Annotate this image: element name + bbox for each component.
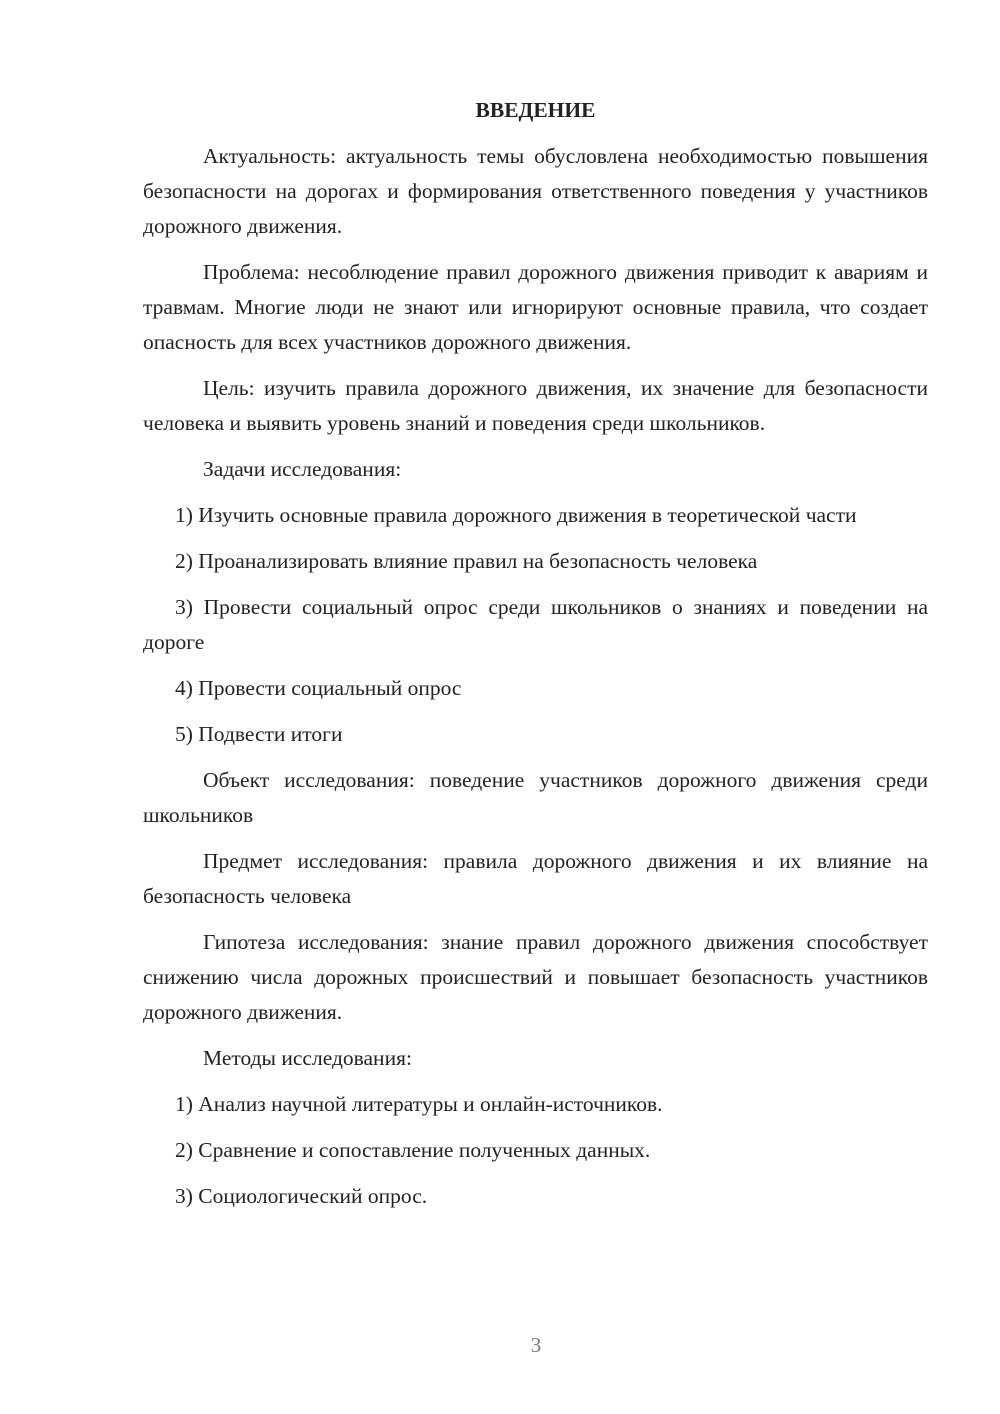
document-page — [143, 95, 928, 1225]
object-paragraph: Объект исследования: поведение участников дорожного движения среди школьников — [143, 768, 928, 827]
relevance-paragraph: Актуальность: актуальность темы обусловлена необходимостью повышения безопасности на дорогах и формирования ответственного поведения у участников дорожного движения. — [143, 144, 928, 238]
task-item: 1) Изучить основные правила дорожного движения в теоретической части — [175, 503, 857, 527]
task-item: 4) Провести социальный опрос — [175, 676, 462, 700]
method-item: 1) Анализ научной литературы и онлайн-источников. — [175, 1092, 663, 1116]
tasks-heading: Задачи исследования: — [203, 457, 402, 481]
subject-paragraph: Предмет исследования: правила дорожного движения и их влияние на безопасность человека — [143, 849, 928, 908]
page-number: 3 — [530, 1333, 542, 1357]
task-item: 2) Проанализировать влияние правил на безопасность человека — [175, 549, 758, 573]
hypothesis-paragraph: Гипотеза исследования: знание правил дорожного движения способствует снижению числа дорожных происшествий и повышает безопасность участников дорожного движения. — [143, 930, 928, 1024]
method-item: 2) Сравнение и сопоставление полученных данных. — [175, 1138, 651, 1162]
task-item: 3) Провести социальный опрос среди школьников о знаниях и поведении на дороге — [143, 595, 928, 654]
goal-paragraph: Цель: изучить правила дорожного движения, их значение для безопасности человека и выявить уровень знаний и поведения среди школьников. — [143, 376, 928, 435]
methods-heading: Методы исследования: — [203, 1046, 412, 1070]
task-item: 5) Подвести итоги — [175, 722, 343, 746]
page-title: ВВЕДЕНИЕ — [475, 98, 596, 122]
method-item: 3) Социологический опрос. — [175, 1184, 428, 1208]
problem-paragraph: Проблема: несоблюдение правил дорожного движения приводит к авариям и травмам. Многие люди не знают или игнорируют основные правила, что создает опасность для всех участников дорожного движения. — [143, 260, 928, 354]
